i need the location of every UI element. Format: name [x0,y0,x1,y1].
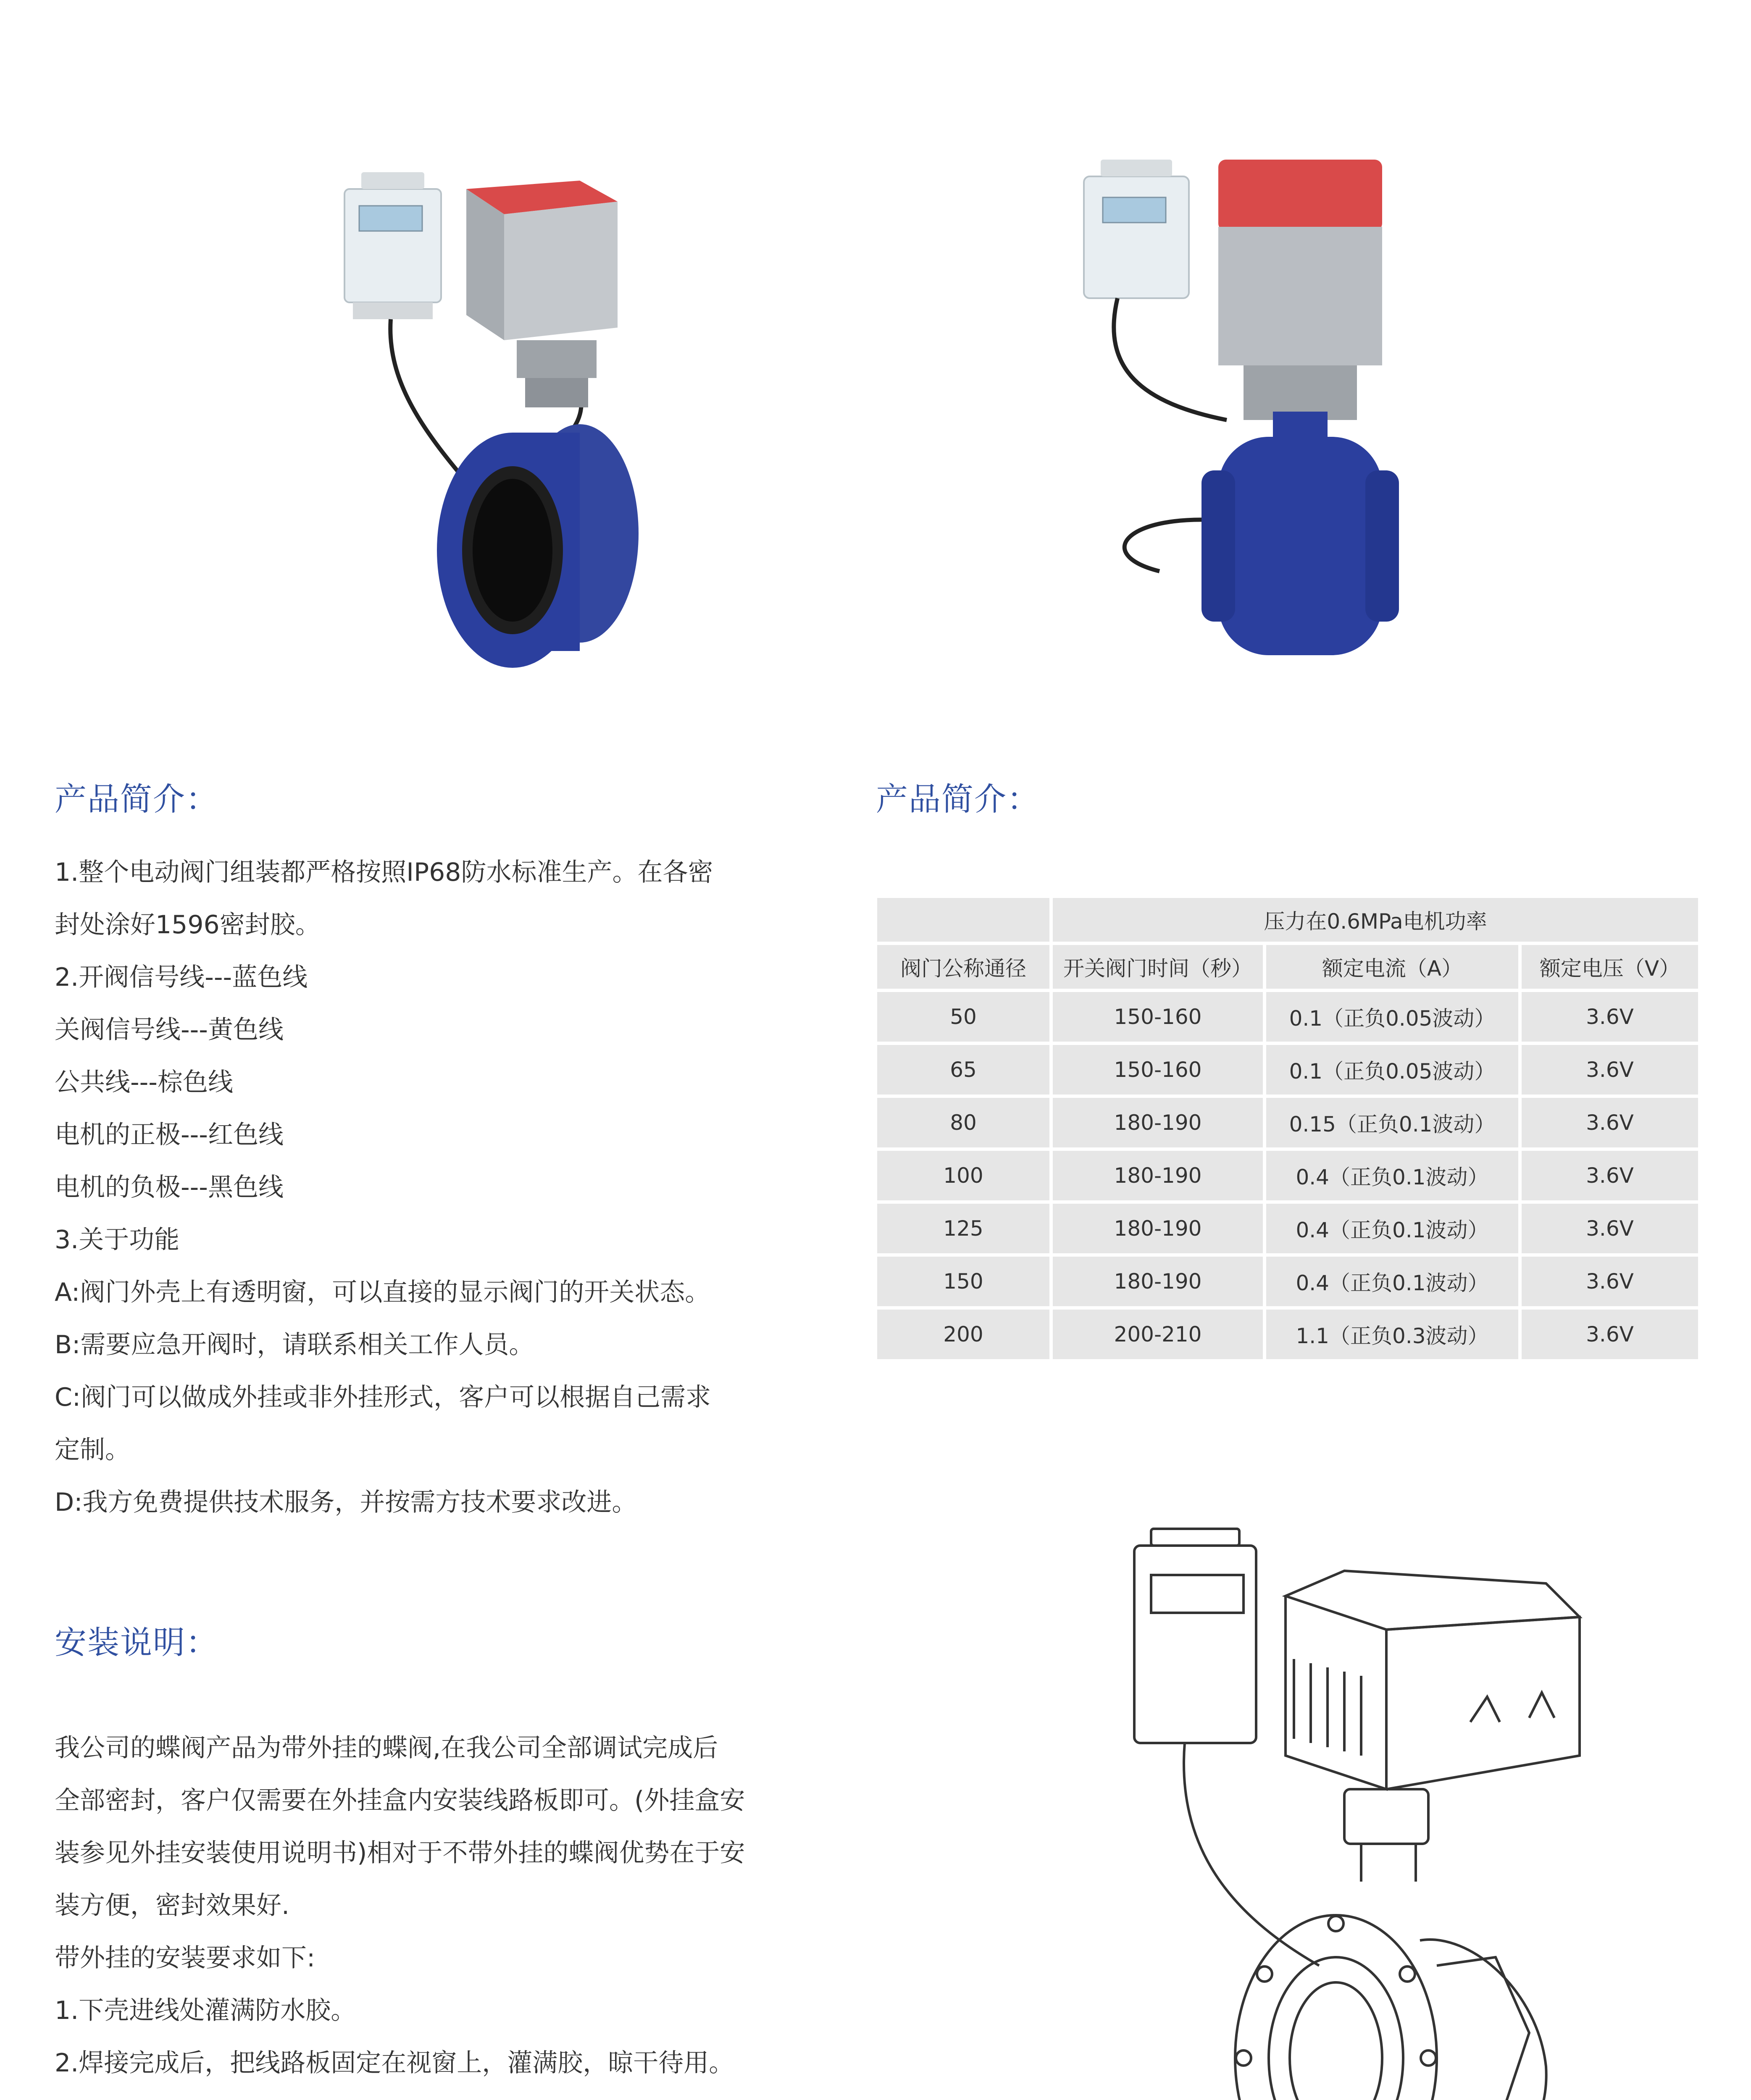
intro-line: C:阀门可以做成外挂或非外挂形式，客户可以根据自己需求 [55,1383,711,1412]
table-row [877,1310,1698,1359]
table-cell: 200-210 [1053,1310,1263,1359]
intro-line: 公共线---棕色线 [55,1068,233,1097]
install-line: 2.焊接完成后，把线路板固定在视窗上，灌满胶，晾干待用。 [55,2048,734,2078]
table-cell: 0.15（正负0.1波动） [1266,1098,1518,1147]
table-cell: 150-160 [1053,1045,1263,1095]
install-heading: 安装说明： [55,1624,218,1661]
table-cell: 150 [877,1257,1049,1306]
table-cell: 150-160 [1053,992,1263,1042]
install-line: 全部密封，客户仅需要在外挂盒内安装线路板即可。(外挂盒安 [55,1786,745,1815]
install-line: 带外挂的安装要求如下: [55,1943,315,1973]
table-cell: 200 [877,1310,1049,1359]
install-text [55,1722,745,2100]
table-cell: 3.6V [1522,1151,1698,1200]
table-group-header: 压力在0.6MPa电机功率 [1053,898,1698,942]
table-cell: 3.6V [1522,1257,1698,1306]
table-header-voltage: 额定电压（V） [1522,945,1698,989]
spec-table [874,895,1701,1362]
table-cell: 3.6V [1522,1310,1698,1359]
intro-line: 电机的正极---红色线 [55,1120,284,1150]
table-cell: 80 [877,1098,1049,1147]
table-cell: 125 [877,1204,1049,1253]
install-line [55,2090,745,2100]
table-cell: 0.1（正负0.05波动） [1266,992,1518,1042]
table-cell: 180-190 [1053,1151,1263,1200]
intro-line: 定制。 [55,1435,130,1465]
table-cell: 180-190 [1053,1257,1263,1306]
valve-line-drawing [1126,1520,1596,2100]
table-cell: 0.4（正负0.1波动） [1266,1257,1518,1306]
valve-photo-left [328,164,760,668]
table-cell: 65 [877,1045,1049,1095]
intro-line: B:需要应急开阀时，请联系相关工作人员。 [55,1330,534,1360]
valve-photo-right [1075,151,1412,680]
table-cell: 3.6V [1522,992,1698,1042]
table-cell: 3.6V [1522,1045,1698,1095]
table-row [877,1098,1698,1147]
install-line: 1.下壳进线处灌满防水胶。 [55,1996,356,2025]
intro-text [55,846,713,1529]
table-cell: 50 [877,992,1049,1042]
install-line: 装参见外挂安装使用说明书)相对于不带外挂的蝶阀优势在于安 [55,1838,745,1868]
table-row [877,1151,1698,1200]
table-cell: 0.4（正负0.1波动） [1266,1151,1518,1200]
table-cell: 3.6V [1522,1204,1698,1253]
table-header-diameter: 阀门公称通径 [877,945,1049,989]
intro-line: 3.关于功能 [55,1225,180,1255]
intro-line: A:阀门外壳上有透明窗，可以直接的显示阀门的开关状态。 [55,1278,710,1307]
intro-line: 电机的负极---黑色线 [55,1173,284,1202]
table-corner-cell [877,898,1049,942]
install-line: 装方便，密封效果好. [55,1891,290,1920]
table-header-current: 额定电流（A） [1266,945,1518,989]
intro-line: 封处涂好1596密封胶。 [55,910,321,940]
table-cell: 180-190 [1053,1098,1263,1147]
intro-heading: 产品简介： [55,780,218,818]
install-line: 我公司的蝶阀产品为带外挂的蝶阀,在我公司全部调试完成后 [55,1733,718,1763]
spec-heading: 产品简介： [876,780,1040,818]
table-cell: 100 [877,1151,1049,1200]
intro-line: 2.开阀信号线---蓝色线 [55,963,308,992]
table-cell: 0.1（正负0.05波动） [1266,1045,1518,1095]
table-row [877,1257,1698,1306]
intro-line: 1.整个电动阀门组装都严格按照IP68防水标准生产。在各密 [55,858,713,887]
intro-line: 关阀信号线---黄色线 [55,1015,284,1045]
table-row [877,1204,1698,1253]
intro-line: D:我方免费提供技术服务，并按需方技术要求改进。 [55,1488,637,1517]
table-row [877,1045,1698,1095]
table-cell: 3.6V [1522,1098,1698,1147]
table-cell: 0.4（正负0.1波动） [1266,1204,1518,1253]
table-cell: 180-190 [1053,1204,1263,1253]
table-row [877,992,1698,1042]
table-cell: 1.1（正负0.3波动） [1266,1310,1518,1359]
table-header-time: 开关阀门时间（秒） [1053,945,1263,989]
